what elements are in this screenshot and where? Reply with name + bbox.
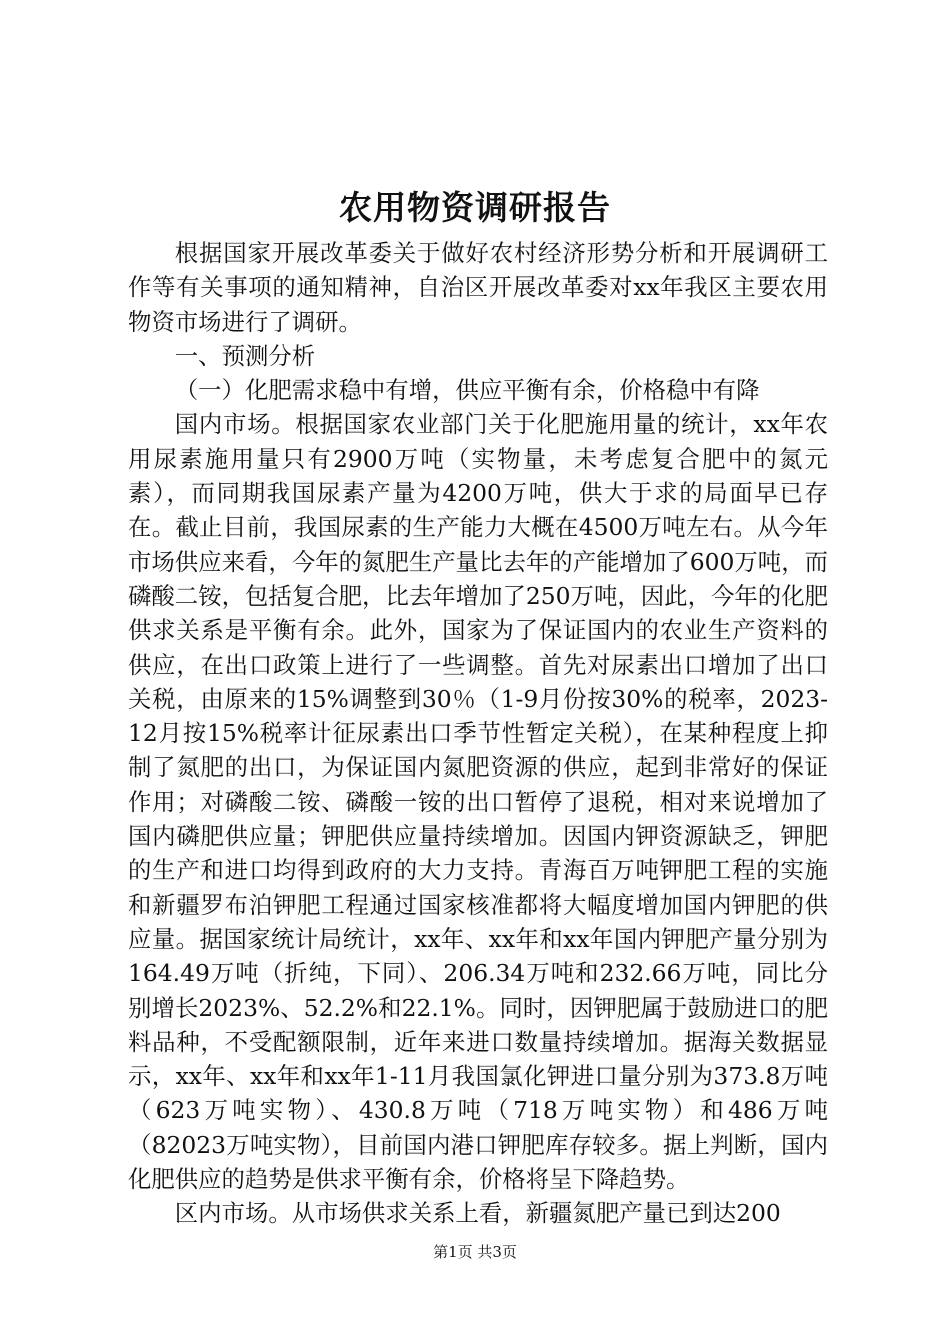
subsection-heading: （一）化肥需求稳中有增，供应平衡有余，价格稳中有降 bbox=[174, 376, 760, 405]
paragraph-intro: 根据国家开展改革委关于做好农村经济形势分析和开展调研工作等有关事项的通知精神，自治区开展改革委对xx年我区主要农用物资市场进行了调研。 bbox=[128, 239, 828, 336]
document-title: 农用物资调研报告 bbox=[339, 188, 611, 227]
section-heading: 一、预测分析 bbox=[174, 341, 316, 370]
paragraph-domestic-market: 国内市场。根据国家农业部门关于化肥施用量的统计，xx年农用尿素施用量只有2900万吨（实物量，未考虑复合肥中的氮元素），而同期我国尿素产量为4200万吨，供大于求的局面早已存在。截止目前，我国尿素的生产能力大概在4500万吨左右。从今年市场供应来看，今年的氮肥生产量比去年的产能增加了600万吨，而磷酸二铵，包括复合肥，比去年增加了250万吨，因此，今年的化肥供求关系是平衡有余。此外，国家为了保证国内的农业生产资料的供应，在出口政策上进行了一些调整。首先对尿素出口增加了出口关税，由原来的15%调整到30％（1-9月份按30%的税率，2023-12月按15%税率计征尿素出口季节性暂定关税），在某种程度上抑制了氮肥的出口，为保证国内氮肥资源的供应，起到非常好的保证作用；对磷酸二铵、磷酸一铵的出口暂停了退税，相对来说增加了国内磷肥供应量；钾肥供应量持续增加。因国内钾资源缺乏，钾肥的生产和进口均得到政府的大力支持。青海百万吨钾肥工程的实施和新疆罗布泊钾肥工程通过国家核准都将大幅度增加国内钾肥的供应量。据国家统计局统计，xx年、xx年和xx年国内钾肥产量分别为164.49万吨（折纯，下同）、206.34万吨和232.66万吨，同比分别增长2023%、52.2%和22.1%。同时，因钾肥属于鼓励进口的肥料品种，不受配额限制，近年来进口数量持续增加。据海关数据显示，xx年、xx年和xx年1-11月我国氯化钾进口量分别为373.8万吨（623万吨实物）、430.8万吨（718万吨实物）和486万吨（82023万吨实物），目前国内港口钾肥库存较多。据上判断，国内化肥供应的趋势是供求平衡有余，价格将呈下降趋势。 bbox=[128, 410, 828, 1194]
paragraph-regional-market: 区内市场。从市场供求关系上看，新疆氮肥产量已到达200 bbox=[174, 1199, 781, 1228]
document-body bbox=[128, 236, 828, 1231]
page-footer: 第1页 共3页 bbox=[433, 1243, 517, 1261]
